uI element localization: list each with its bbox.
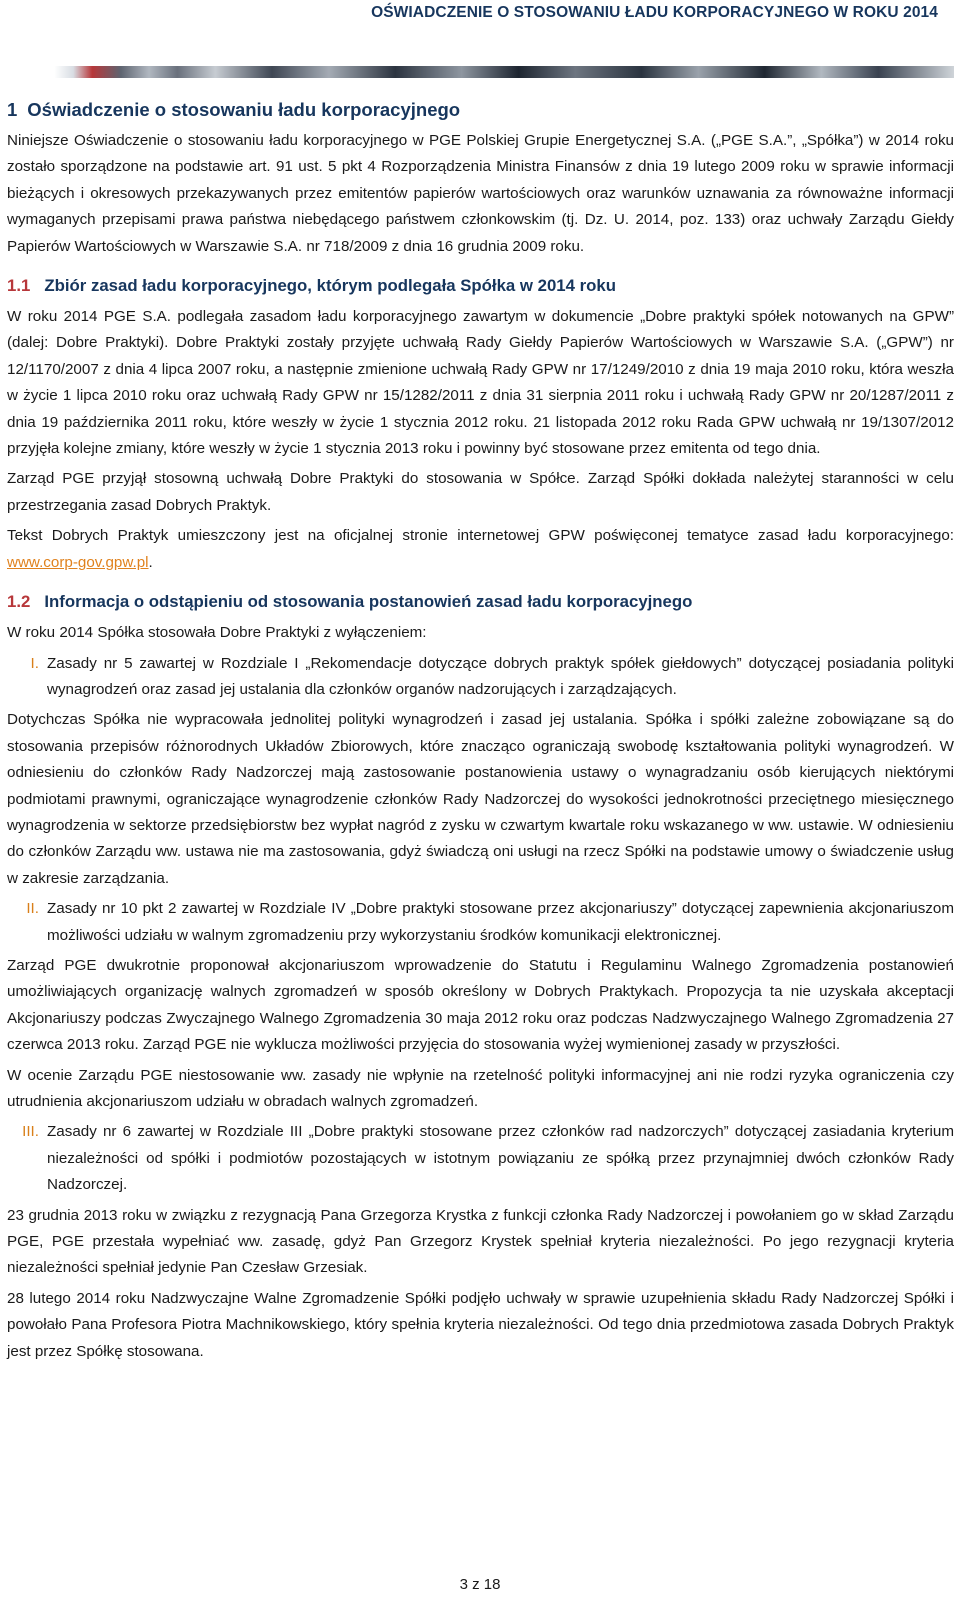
exception-item-3-explanation-2: 28 lutego 2014 roku Nadzwyczajne Walne Zgromadzenie Spółki podjęło uchwały w sprawie uzupełnienia składu Rady Nadzorczej Spółki i powołało Pana Profesora Piotra Machnikowskiego, który spełnia kryteria niezależności. Od tego dnia przedmiotowa zasada Dobrych Praktyk jest przez Spółkę stosowana. bbox=[7, 1289, 954, 1360]
exception-item-2 bbox=[7, 896, 954, 949]
section-1-1-paragraph-3 bbox=[7, 523, 954, 576]
section-1-1-heading bbox=[7, 272, 954, 300]
exception-item-1-text: Zasady nr 5 zawartej w Rozdziale I „Rekomendacje dotyczące dobrych praktyk spółek giełdowych” dotyczącej posiadania polityki wynagrodzeń oraz zasad jej ustalania dla członków organów nadzorujących i zarządzających. bbox=[47, 654, 954, 698]
exception-item-2-explanation-2: W ocenie Zarządu PGE niestosowanie ww. zasady nie wpłynie na rzetelność polityki informacyjnej ani nie rodzi ryzyka ograniczenia czy utrudnienia akcjonariuszom udziału w obradach walnych zgromadzeń. bbox=[7, 1066, 954, 1110]
section-1-2-number: 1.2 bbox=[7, 592, 31, 612]
section-1-1-paragraph-1: W roku 2014 PGE S.A. podlegała zasadom ładu korporacyjnego zawartym w dokumencie „Dobre praktyki spółek notowanych na GPW” (dalej: Dobre Praktyki). Dobre Praktyki zostały przyjęte uchwałą Rady Giełdy Papierów Wartościowych w Warszawie S.A. („GPW”) nr 12/1170/2007 z dnia 4 lipca 2007 roku, a następnie zmienione uchwałą Rady GPW nr 17/1249/2010 z dnia 19 maja 2010 roku, która weszła w życie 1 lipca 2010 roku oraz uchwałą Rady GPW nr 15/1282/2011 z dnia 31 sierpnia 2011 roku i uchwałą Rady GPW nr 20/1287/2011 z dnia 19 października 2011 roku, które weszły w życie 1 stycznia 2012 roku. 21 listopada 2012 roku Rada GPW uchwałą nr 19/1307/2012 przyjęła kolejne zmiany, które weszły w życie 1 stycznia 2013 roku i powinny być stosowane przez emitenta od tego dnia. bbox=[7, 308, 954, 458]
section-1-1-paragraph-3-end: . bbox=[148, 553, 153, 571]
section-1-2-title: Informacja o odstąpieniu od stosowania postanowień zasad ładu korporacyjnego bbox=[44, 592, 693, 612]
exception-item-2-explanation-1: Zarząd PGE dwukrotnie proponował akcjonariuszom wprowadzenie do Statutu i Regulaminu Walnego Zgromadzenia postanowień umożliwiających organizację walnych zgromadzeń w sposób określony w Dobrych Praktykach. Propozycja ta nie uzyskała akceptacji Akcjonariuszy podczas Zwyczajnego Walnego Zgromadzenia 30 maja 2012 roku oraz podczas Nadzwyczajnego Walnego Zgromadzenia 27 czerwca 2013 roku. Zarząd PGE nie wyklucza możliwości przyjęcia do stosowania wyżej wymienionej zasady w przyszłości. bbox=[7, 956, 954, 1054]
exception-item-2-marker: II. bbox=[26, 900, 39, 918]
section-1-2-heading bbox=[7, 588, 954, 616]
document-body bbox=[7, 96, 954, 1369]
exception-item-3 bbox=[7, 1119, 954, 1198]
exception-item-1-explanation: Dotychczas Spółka nie wypracowała jednolitej polityki wynagrodzeń i zasad jej ustalania. Spółka i spółki zależne zobowiązane są do stosowania przepisów różnorodnych Układów Zbiorowych, które znacząco ograniczają swobodę kształtowania polityki wynagrodzeń. W odniesieniu do członków Rady Nadzorczej mają zastosowanie postanowienia ustawy o wynagradzaniu osób kierujących niektórymi podmiotami prawnymi, ograniczające wynagrodzenie członków Rady Nadzorczej do wysokości jednokrotności przeciętnego miesięcznego wynagrodzenia w sektorze przedsiębiorstw bez wypłat nagród z zysku w czwartym kwartale roku wskazanego w ww. ustawie. W odniesieniu do członków Zarządu ww. ustawa nie ma zastosowania, gdyż świadczą oni usługi na rzecz Spółki na podstawie umowy o świadczenie usług w zakresie zarządzania. bbox=[7, 711, 954, 887]
exception-item-1-marker: I. bbox=[30, 654, 39, 672]
section-1-1-number: 1.1 bbox=[7, 276, 31, 296]
page-number: 3 z 18 bbox=[459, 1576, 501, 1593]
section-1-title: Oświadczenie o stosowaniu ładu korporacyjnego bbox=[27, 99, 461, 120]
section-1-1-title: Zbiór zasad ładu korporacyjnego, którym podlegała Spółka w 2014 roku bbox=[44, 276, 616, 296]
section-1-number: 1 bbox=[7, 99, 18, 120]
section-1-1-paragraph-3-text: Tekst Dobrych Praktyk umieszczony jest na oficjalnej stronie internetowej GPW poświęconej tematyce zasad ładu korporacyjnego: bbox=[7, 527, 954, 545]
section-1-heading bbox=[7, 96, 954, 124]
section-1-1-paragraph-2: Zarząd PGE przyjął stosowną uchwałą Dobre Praktyki do stosowania w Spółce. Zarząd Spółki dokłada należytej staranności w celu przestrzegania zasad Dobrych Praktyk. bbox=[7, 470, 954, 514]
header-decorative-band bbox=[7, 66, 954, 78]
page-header-title: OŚWIADCZENIE O STOSOWANIU ŁADU KORPORACYJNEGO W ROKU 2014 bbox=[371, 4, 938, 21]
exception-item-2-text: Zasady nr 10 pkt 2 zawartej w Rozdziale IV „Dobre praktyki stosowane przez akcjonariuszy” dotyczącej zapewnienia akcjonariuszom możliwości udziału w walnym zgromadzeniu przy wykorzystaniu środków komunikacji elektronicznej. bbox=[47, 900, 954, 944]
exception-item-3-explanation-1: 23 grudnia 2013 roku w związku z rezygnacją Pana Grzegorza Krystka z funkcji członka Rady Nadzorczej i powołaniem go w skład Zarządu PGE, PGE przestała wypełniać ww. zasadę, gdyż Pan Grzegorz Krystek spełniał kryteria niezależności. Po jego rezygnacji kryteria niezależności spełniał jedynie Pan Czesław Grzesiak. bbox=[7, 1206, 954, 1277]
exception-item-3-text: Zasady nr 6 zawartej w Rozdziale III „Dobre praktyki stosowane przez członków rad nadzorczych” dotyczącej zasiadania kryterium niezależności od spółki i podmiotów pozostających w istotnym powiązaniu ze spółką przez przynajmniej dwóch członków Rady Nadzorczej. bbox=[47, 1123, 954, 1194]
exception-item-3-marker: III. bbox=[22, 1123, 39, 1141]
section-1-2-intro: W roku 2014 Spółka stosowała Dobre Praktyki z wyłączeniem: bbox=[7, 624, 427, 642]
corp-gov-link[interactable]: www.corp-gov.gpw.pl bbox=[7, 553, 149, 571]
section-1-paragraph: Niniejsze Oświadczenie o stosowaniu ładu korporacyjnego w PGE Polskiej Grupie Energetycznej S.A. („PGE S.A.”, „Spółka”) w 2014 roku zostało sporządzone na podstawie art. 91 ust. 5 pkt 4 Rozporządzenia Ministra Finansów z dnia 19 lutego 2009 roku w sprawie informacji bieżących i okresowych przekazywanych przez emitentów papierów wartościowych oraz warunków uznawania za równoważne informacji wymaganych przepisami prawa państwa niebędącego państwem członkowskim (tj. Dz. U. 2014, poz. 133) oraz uchwały Zarządu Giełdy Papierów Wartościowych w Warszawie S.A. nr 718/2009 z dnia 16 grudnia 2009 roku. bbox=[7, 132, 954, 255]
exception-item-1 bbox=[7, 651, 954, 704]
